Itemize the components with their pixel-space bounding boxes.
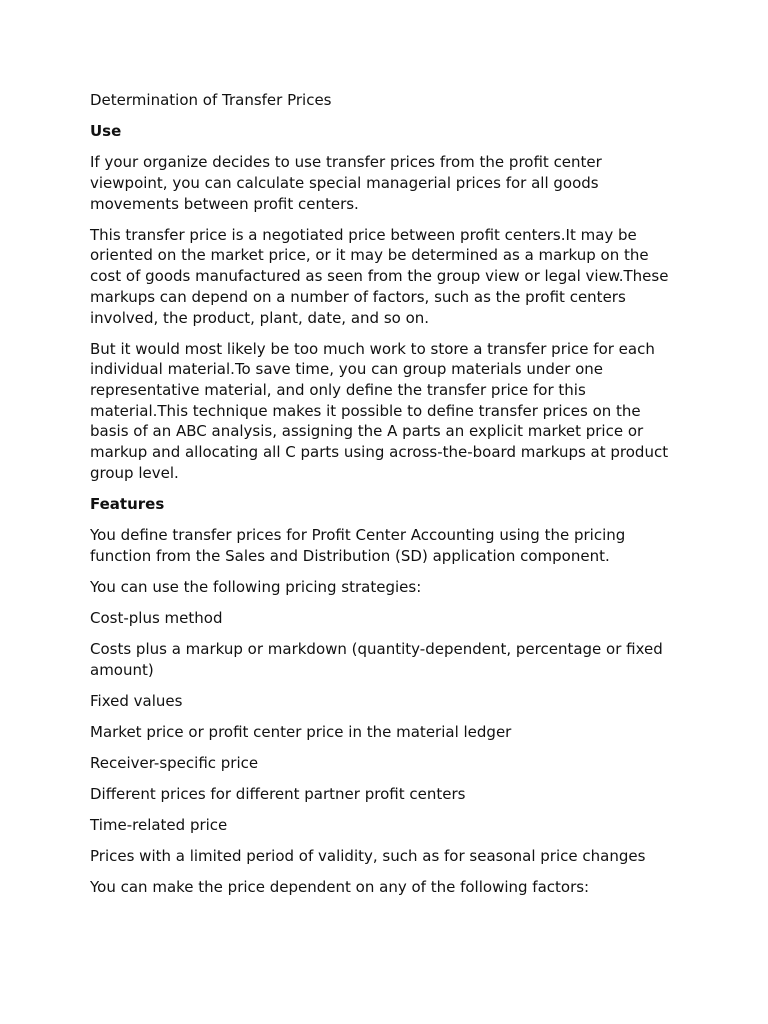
paragraph: You can make the price dependent on any of the following factors: — [90, 878, 590, 897]
paragraph: But it would most likely be too much work to store a transfer price for each individual material.To save time, you can group materials under one representative material, and only define the transfer price for this material.This technique makes it possible to define transfer prices on the basis of an ABC analysis, assigning the A parts an explicit market price or markup and allocating all C parts using across-the-board markups at product group level. — [90, 339, 669, 482]
paragraph: Cost-plus method — [90, 608, 223, 627]
paragraph: Receiver-specific price — [90, 753, 259, 772]
section-heading-use: Use — [90, 122, 122, 141]
section-heading-features: Features — [90, 494, 165, 513]
paragraph: Costs plus a markup or markdown (quantity-dependent, percentage or fixed amount) — [90, 639, 663, 679]
paragraph: Fixed values — [90, 691, 183, 710]
document-page — [90, 90, 678, 908]
paragraph: Different prices for different partner profit centers — [90, 785, 466, 804]
paragraph: This transfer price is a negotiated price between profit centers.It may be oriented on the market price, or it may be determined as a markup on the cost of goods manufactured as seen from the group view or legal view.These markups can depend on a number of factors, such as the profit centers involved, the product, plant, date, and so on. — [90, 225, 669, 327]
document-title: Determination of Transfer Prices — [90, 91, 332, 109]
paragraph: You can use the following pricing strategies: — [90, 577, 422, 596]
paragraph: Time-related price — [90, 816, 228, 835]
paragraph: If your organize decides to use transfer prices from the profit center viewpoint, you can calculate special managerial prices for all goods movements between profit centers. — [90, 153, 602, 213]
paragraph: Prices with a limited period of validity, such as for seasonal price changes — [90, 847, 646, 866]
paragraph: You define transfer prices for Profit Center Accounting using the pricing function from the Sales and Distribution (SD) application component. — [90, 526, 626, 565]
paragraph: Market price or profit center price in the material ledger — [90, 722, 512, 741]
